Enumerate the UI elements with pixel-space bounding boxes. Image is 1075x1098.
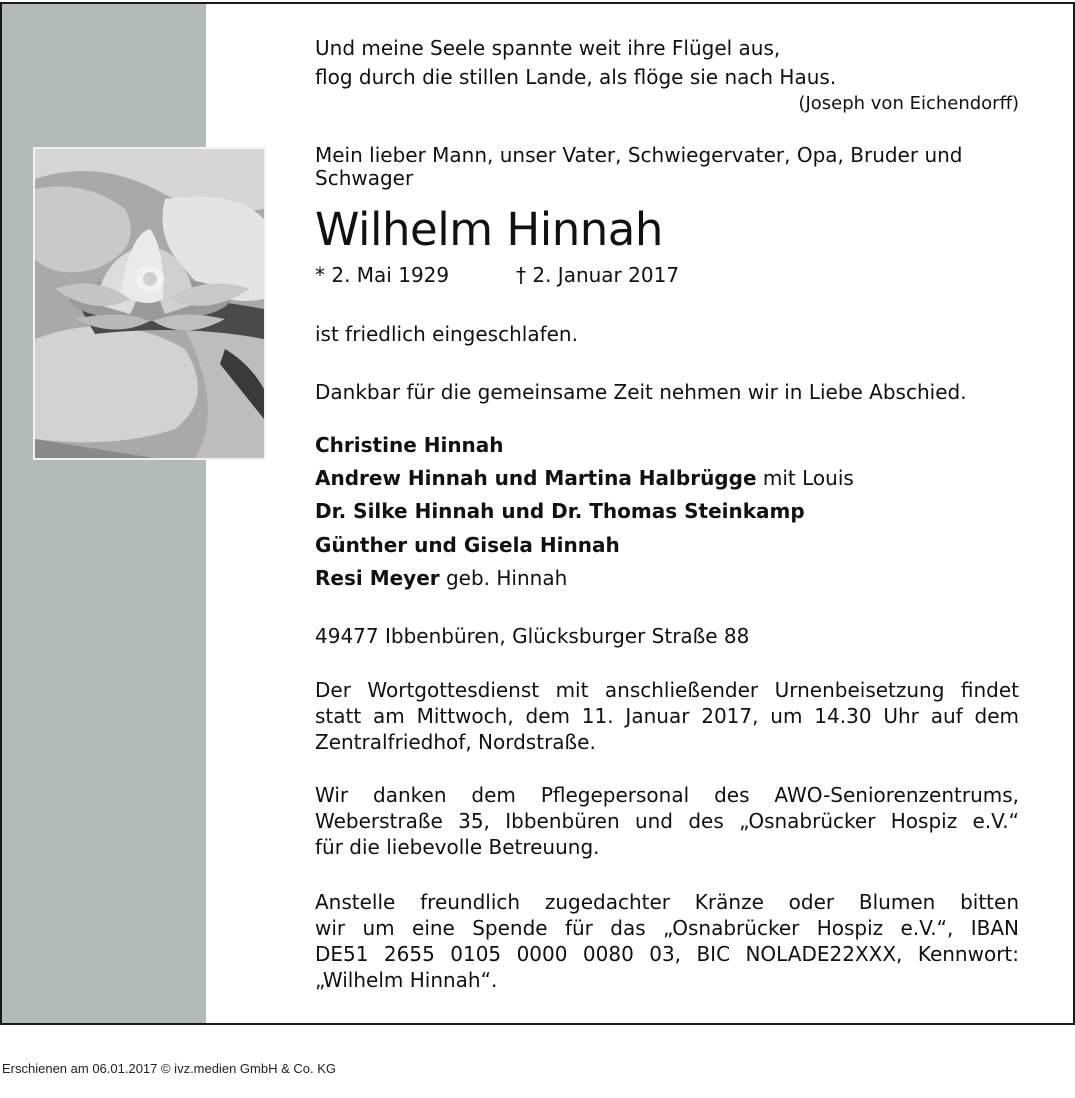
service-paragraph: Der Wortgottesdienst mit anschließender Urnenbeisetzung findet statt am Mittwoch, dem 11. Januar 2017, um 14.30 Uhr auf dem Zentralfriedhof, Nordstraße. [315,678,1019,754]
mourner-5: Resi Meyer geb. Hinnah [315,566,568,590]
care-paragraph: Wir danken dem Pflegepersonal des AWO-Seniorenzentrums, Weberstraße 35, Ibbenbüren und des „Osnabrücker Hospiz e.V.“ für die liebevolle Betreuung. [315,783,1019,859]
address: 49477 Ibbenbüren, Glücksburger Straße 88 [315,624,750,648]
mourner-3: Dr. Silke Hinnah und Dr. Thomas Steinkamp [315,499,805,523]
mourner-1: Christine Hinnah [315,433,504,457]
mourner-2: Andrew Hinnah und Martina Halbrügge mit Louis [315,466,854,490]
poem-line-2: flog durch die stillen Lande, als flöge sie nach Haus. [315,65,837,89]
donation-paragraph: Anstelle freundlich zugedachter Kränze oder Blumen bitten wir um eine Spende für das „Osnabrücker Hospiz e.V.“, IBAN DE51 2655 0105 0000 0080 03, BIC NOLADE22XXX, Kennwort: „Wilhelm Hinnah“. [315,890,1019,992]
death-date: † 2. Januar 2017 [516,263,680,287]
intro-line-2: Schwager [315,166,414,190]
publication-footer: Erschienen am 06.01.2017 © ivz.medien GmbH & Co. KG [2,1061,337,1076]
passed-away-text: ist friedlich eingeschlafen. [315,322,578,346]
thanks-text: Dankbar für die gemeinsame Zeit nehmen wir in Liebe Abschied. [315,380,967,404]
water-lily-image [33,147,266,460]
poem-author: (Joseph von Eichendorff) [798,93,1019,114]
intro-line-1: Mein lieber Mann, unser Vater, Schwiegervater, Opa, Bruder und [315,143,963,167]
mourner-4: Günther und Gisela Hinnah [315,533,620,557]
poem-line-1: Und meine Seele spannte weit ihre Flügel aus, [315,36,781,60]
birth-date: * 2. Mai 1929 [315,263,450,287]
deceased-name: Wilhelm Hinnah [315,203,663,256]
obituary-frame [0,2,1075,1025]
